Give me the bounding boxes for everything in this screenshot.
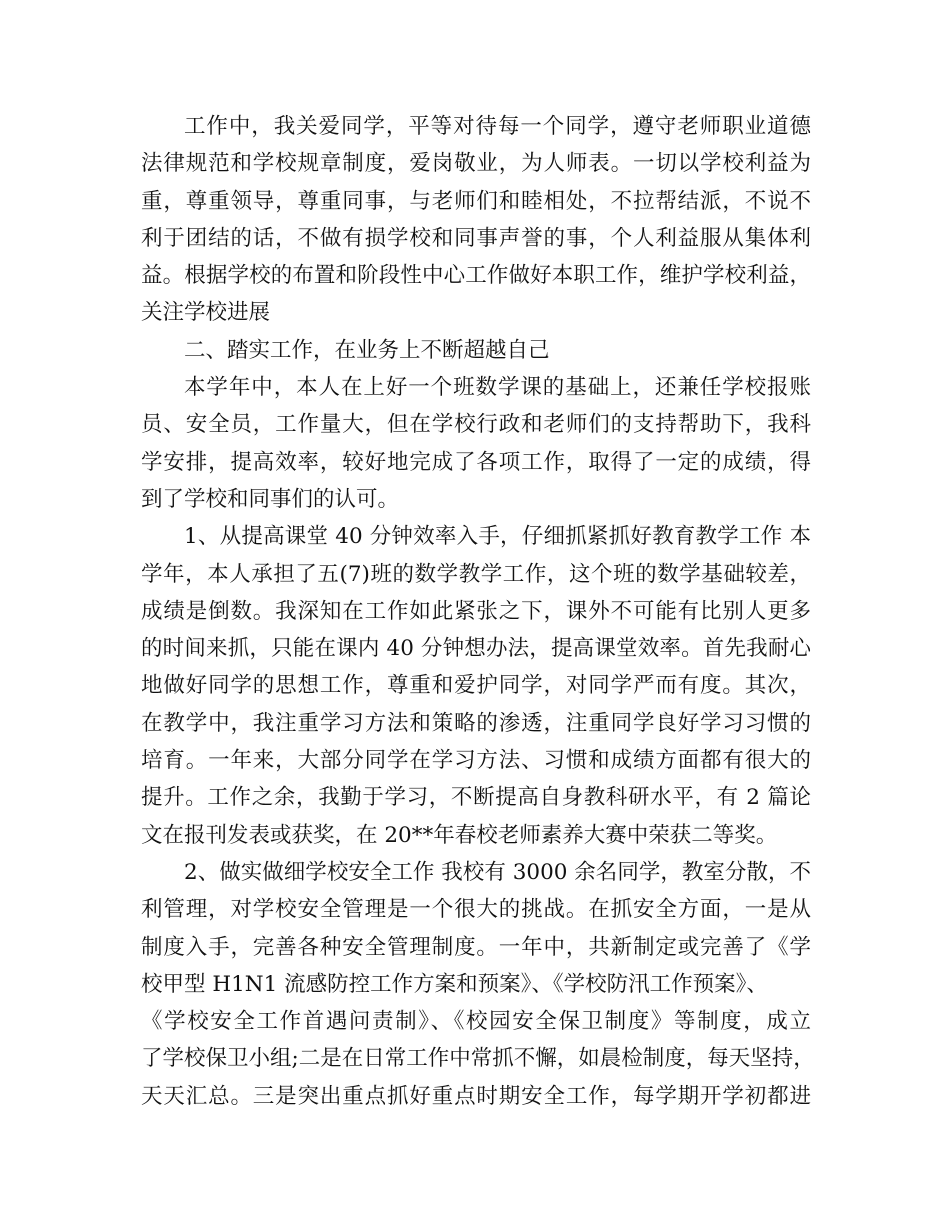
paragraph-line: 天天汇总。三是突出重点抓好重点时期安全工作，每学期开学初都进 <box>141 1083 811 1109</box>
paragraph-line: 制度入手，完善各种安全管理制度。一年中，共新制定或完善了《学 <box>141 934 811 960</box>
paragraph-line: 员、安全员，工作量大，但在学校行政和老师们的支持帮助下，我科 <box>141 412 811 438</box>
paragraph-line: 的时间来抓，只能在课内 40 分钟想办法，提高课堂效率。首先我耐心 <box>141 636 811 662</box>
paragraph-line: 利于团结的话，不做有损学校和同事声誉的事，个人利益服从集体利 <box>141 225 811 251</box>
paragraph-line: 重，尊重领导，尊重同事，与老师们和睦相处，不拉帮结派，不说不 <box>141 188 811 214</box>
paragraph-line: 1、从提高课堂 40 分钟效率入手，仔细抓紧抓好教育教学工作 本 <box>184 524 811 550</box>
paragraph-line: 工作中，我关爱同学，平等对待每一个同学，遵守老师职业道德 <box>184 114 811 139</box>
paragraph-line: 学安排，提高效率，较好地完成了各项工作，取得了一定的成绩，得 <box>141 449 811 475</box>
paragraph-line: 本学年中，本人在上好一个班数学课的基础上，还兼任学校报账 <box>184 375 811 401</box>
paragraph-line: 学年，本人承担了五(7)班的数学教学工作，这个班的数学基础较差， <box>141 561 811 587</box>
paragraph-line: 培育。一年来，大部分同学在学习方法、习惯和成绩方面都有很大的 <box>141 748 811 774</box>
section-heading: 二、踏实工作，在业务上不断超越自己 <box>184 337 550 363</box>
paragraph-line: 在教学中，我注重学习方法和策略的渗透，注重同学良好学习习惯的 <box>141 710 811 736</box>
paragraph-line: 了学校保卫小组;二是在日常工作中常抓不懈，如晨检制度，每天坚持， <box>141 1046 815 1072</box>
paragraph-line: 法律规范和学校规章制度，爱岗敬业，为人师表。一切以学校利益为 <box>141 151 811 177</box>
paragraph-line: 利管理，对学校安全管理是一个很大的挑战。在抓安全方面，一是从 <box>141 897 811 923</box>
paragraph-line: 益。根据学校的布置和阶段性中心工作做好本职工作，维护学校利益， <box>141 263 811 289</box>
paragraph-line: 《学校安全工作首遇问责制》、《校园安全保卫制度》等制度，成立 <box>141 1009 811 1035</box>
paragraph-line: 到了学校和同事们的认可。 <box>141 486 400 512</box>
body-text <box>141 108 815 1115</box>
paragraph-line: 提升。工作之余，我勤于学习，不断提高自身教科研水平，有 2 篇论 <box>141 785 811 811</box>
paragraph-line: 2、做实做细学校安全工作 我校有 3000 余名同学，教室分散，不 <box>184 859 811 885</box>
paragraph-line: 校甲型 H1N1 流感防控工作方案和预案》、《学校防汛工作预案》、 <box>141 971 768 997</box>
paragraph-line: 地做好同学的思想工作，尊重和爱护同学，对同学严而有度。其次， <box>141 673 811 699</box>
paragraph-line: 成绩是倒数。我深知在工作如此紧张之下，课外不可能有比别人更多 <box>141 598 811 624</box>
paragraph-line: 关注学校进展 <box>141 300 271 326</box>
paragraph-line: 文在报刊发表或获奖，在 20**年春校老师素养大赛中荣获二等奖。 <box>141 822 778 848</box>
